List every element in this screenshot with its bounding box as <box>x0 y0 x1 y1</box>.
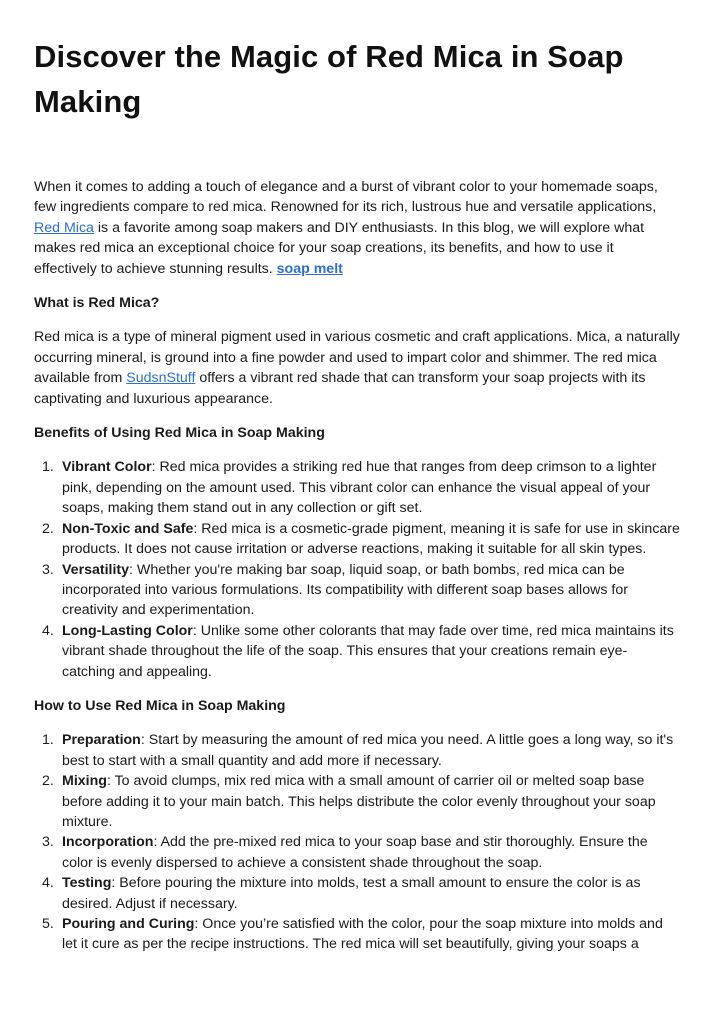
list-number: 5. <box>42 916 54 932</box>
list-text: : To avoid clumps, mix red mica with a small amount of carrier oil or melted soap base before adding it to your main batch. This helps distribute the color evenly throughout your soap mixture. <box>62 773 656 830</box>
list-term: Mixing <box>62 773 107 790</box>
list-number: 4. <box>42 622 54 639</box>
intro-paragraph <box>34 177 680 279</box>
list-term: Testing <box>62 875 112 892</box>
intro-text-2: is a favorite among soap makers and DIY enthusiasts. In this blog, we will explore what makes red mica an exceptional choice for your soap creations, its benefits, and how to use it effectively to achieve stunning results. <box>34 219 645 277</box>
list-text: : Red mica provides a striking red hue that ranges from deep crimson to a lighter pink, depending on the amount used. This vibrant color can enhance the visual appeal of your soaps, making them stand out in any collection or gift set. <box>62 459 657 517</box>
list-number: 1. <box>42 732 54 749</box>
what-text-2: offers a vibrant red shade that can transform your soap projects with its captivating and luxurious appearance. <box>34 370 646 407</box>
list-term: Incorporation <box>62 834 154 851</box>
red-mica-link[interactable]: Red Mica <box>34 219 94 236</box>
list-number: 1. <box>42 459 54 476</box>
list-item <box>34 560 680 621</box>
list-item <box>34 457 680 518</box>
list-text: : Whether you're making bar soap, liquid soap, or bath bombs, red mica can be incorporated into various formulations. Its compatibility with different soap bases allows for creativity and experimentation. <box>62 561 628 619</box>
sudsnstuff-link[interactable]: SudsnStuff <box>126 370 196 387</box>
list-item <box>34 771 680 832</box>
list-text: : Unlike some other colorants that may fade over time, red mica maintains its vibrant shade throughout the life of the soap. This ensures that your creations remain eye-catching and appealing. <box>62 622 674 680</box>
soap-melt-link[interactable]: soap melt <box>276 260 343 277</box>
list-text: : Start by measuring the amount of red mica you need. A little goes a long way, so it's best to start with a small quantity and add more if necessary. <box>62 732 674 769</box>
what-is-red-mica-paragraph <box>34 327 680 409</box>
page-title: Discover the Magic of Red Mica in Soap Making <box>34 39 624 119</box>
list-term: Long-Lasting Color <box>62 622 193 639</box>
document-page <box>34 34 680 955</box>
how-to-list <box>34 730 680 954</box>
list-number: 2. <box>42 773 54 790</box>
list-number: 4. <box>42 875 54 892</box>
list-number: 2. <box>42 520 54 537</box>
list-item <box>34 519 680 560</box>
list-text: : Red mica is a cosmetic-grade pigment, meaning it is safe for use in skincare products. It does not cause irritation or adverse reactions, making it suitable for all skin types. <box>62 520 680 558</box>
how-to-use-heading: How to Use Red Mica in Soap Making <box>34 697 286 714</box>
list-term: Preparation <box>62 732 141 749</box>
list-term: Pouring and Curing <box>62 916 195 932</box>
list-number: 3. <box>42 561 54 578</box>
benefits-heading: Benefits of Using Red Mica in Soap Making <box>34 425 325 442</box>
list-item <box>34 873 680 914</box>
what-text-1: Red mica is a type of mineral pigment used in various cosmetic and craft applications. Mica, a naturally occurring mineral, is ground into a fine powder and used to impart color and shimmer. The red mica available from <box>34 329 680 387</box>
what-is-red-mica-heading: What is Red Mica? <box>34 295 160 312</box>
list-text: : Before pouring the mixture into molds, test a small amount to ensure the color is as desired. Adjust if necessary. <box>62 875 641 912</box>
list-term: Versatility <box>62 561 130 578</box>
list-item <box>34 914 680 955</box>
list-item <box>34 832 680 873</box>
list-text: : Add the pre-mixed red mica to your soap base and stir thoroughly. Ensure the color is evenly dispersed to achieve a consistent shade throughout the soap. <box>62 834 648 871</box>
list-number: 3. <box>42 834 54 851</box>
list-item <box>34 730 680 771</box>
list-term: Vibrant Color <box>62 459 152 476</box>
intro-text-1: When it comes to adding a touch of elegance and a burst of vibrant color to your homemade soaps, few ingredients compare to red mica. Renowned for its rich, lustrous hue and versatile applications, <box>34 179 658 216</box>
list-item <box>34 621 680 682</box>
list-text: : Once you’re satisfied with the color, pour the soap mixture into molds and let it cure as per the recipe instructions. The red mica will set beautifully, giving your soaps a <box>62 916 663 953</box>
benefits-list <box>34 457 680 681</box>
list-term: Non-Toxic and Safe <box>62 520 194 537</box>
